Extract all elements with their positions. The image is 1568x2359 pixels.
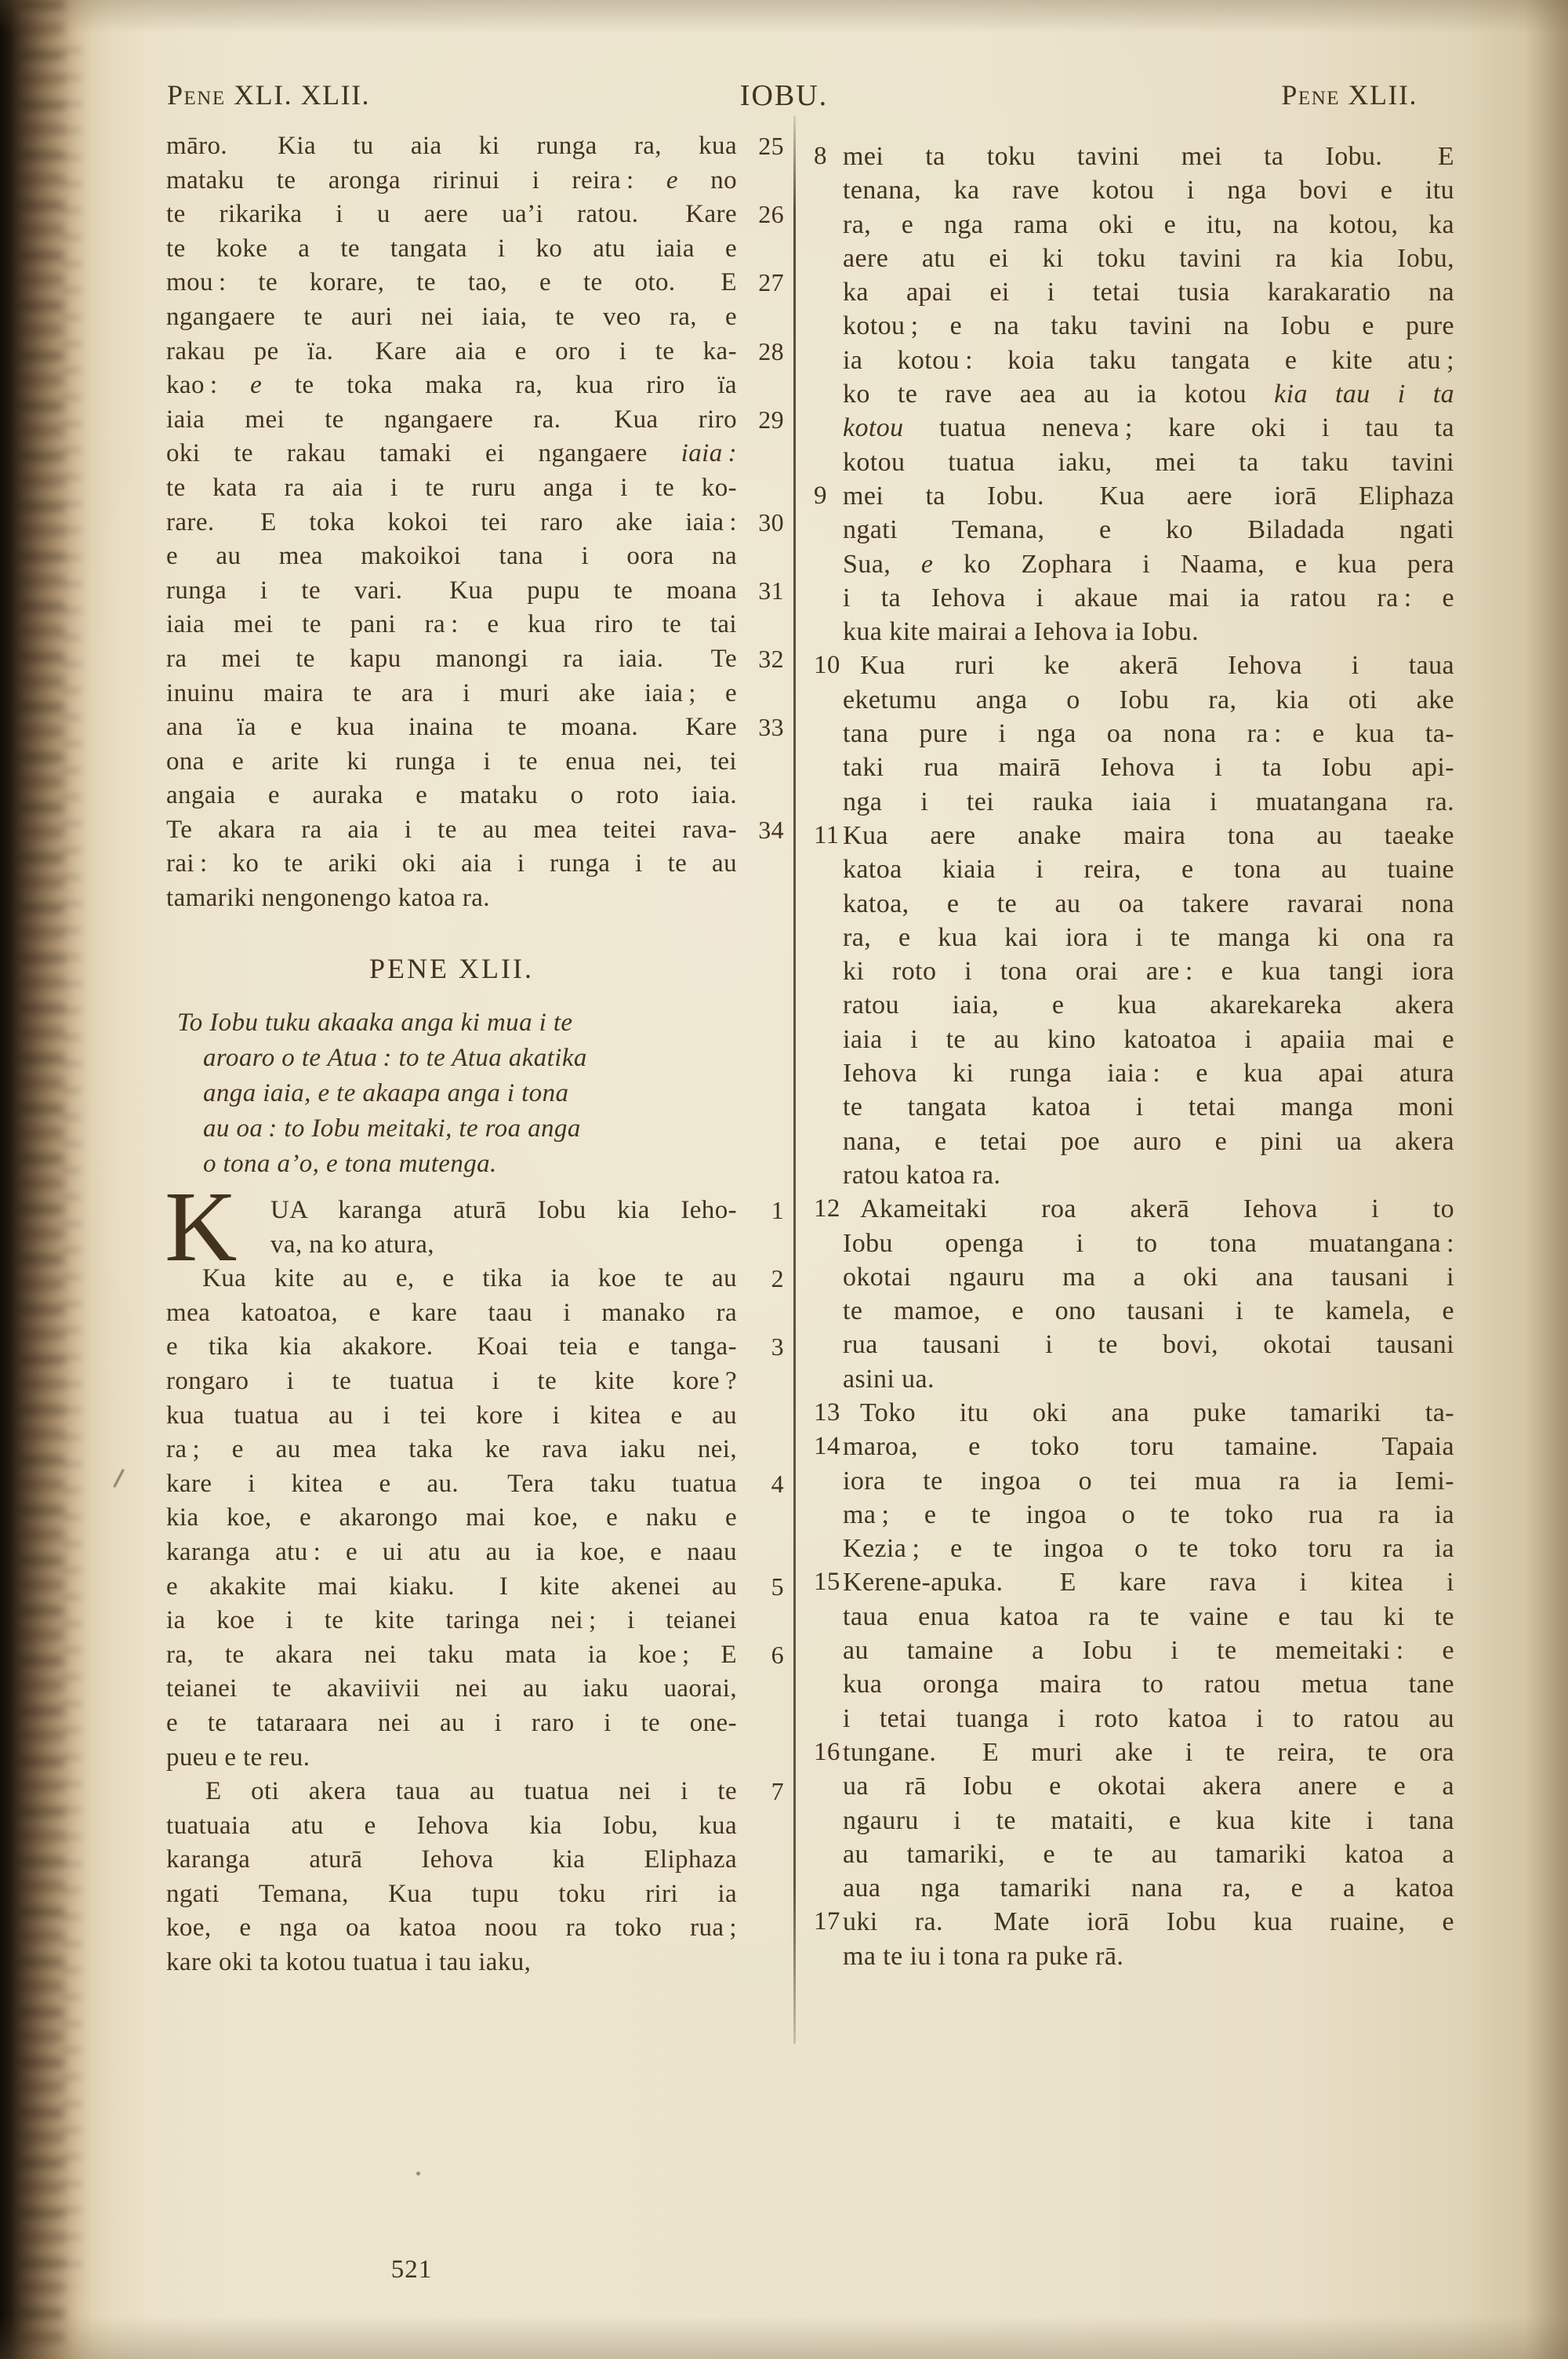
verse-text: tamariki nengonengo katoa ra.: [166, 884, 490, 913]
verse-line: [814, 1430, 1454, 1463]
verse-line: [166, 1330, 786, 1365]
verse-text: mataku te aronga ririnui i reira : e no: [166, 165, 737, 194]
verse-line: [814, 1023, 1454, 1056]
verse-line: [814, 1702, 1454, 1736]
verse-text: tuatuaia atu e Iehova kia Iobu, kua: [166, 1811, 737, 1840]
verse-line: [166, 779, 786, 813]
verse-number: 12: [814, 1194, 840, 1223]
verse-text: kua kite mairai a Iehova ia Iobu.: [843, 617, 1200, 647]
stray-ink-mark: [113, 1469, 125, 1488]
verse-number: 1: [771, 1196, 784, 1224]
verse-text: ma te iu i tona ra puke rā.: [843, 1941, 1124, 1971]
verse-number: 27: [758, 268, 784, 297]
verse-number: 16: [814, 1737, 840, 1766]
page-number: 521: [390, 2255, 433, 2284]
verse-line: [166, 1570, 786, 1605]
gutter-bleed-through: [19, 0, 64, 2359]
verse-number: 30: [758, 507, 784, 536]
verse-line: [814, 1158, 1454, 1192]
verse-line: [814, 1362, 1454, 1396]
verse-text: Sua, e ko Zophara i Naama, e kua pera: [843, 549, 1455, 579]
verse-text: okotai ngauru ma a oki ana tausani i: [843, 1262, 1454, 1292]
summary-line: To Iobu tuku akaaka anga ki mua i te: [177, 1009, 573, 1037]
verse-text: Iobu openga i to tona muatangana :: [843, 1228, 1454, 1258]
verse-number: 31: [758, 576, 784, 605]
summary-line: au oa : to Iobu meitaki, te roa anga: [203, 1114, 581, 1143]
verse-text: karanga aturā Iehova kia Eliphaza: [166, 1845, 737, 1874]
verse-text: ngangaere te auri nei iaia, te veo ra, e: [166, 302, 737, 331]
verse-line: [814, 513, 1454, 547]
verse-text: ngati Temana, Kua tupu toku riri ia: [166, 1879, 737, 1908]
verse-line: [166, 1365, 786, 1399]
verse-line: [166, 1946, 786, 1980]
verse-line: [166, 1672, 786, 1707]
verse-line: [166, 129, 786, 164]
verse-text: katoa, e te au oa takere ravarai nona: [843, 889, 1454, 918]
verse-line: [814, 547, 1454, 581]
verse-line: [166, 300, 786, 335]
verse-line: [166, 1809, 786, 1844]
verse-number: 2: [771, 1264, 784, 1293]
verse-line: [166, 847, 786, 881]
verse-text: Kezia ; e te ingoa o te toko toru ra ia: [843, 1534, 1454, 1564]
verse-number: 3: [771, 1332, 784, 1361]
verse-text: kare i kitea e au. Tera taku tuatua: [166, 1469, 737, 1498]
verse-text: teianei te akaviivii nei au iaku uaorai,: [166, 1674, 737, 1703]
verse-line: [814, 343, 1454, 377]
verse-number: 14: [814, 1432, 840, 1461]
verse-number: 25: [758, 132, 784, 160]
verse-text: e akakite mai kiaku. I kite akenei au: [166, 1572, 737, 1601]
verse-line: [166, 1911, 786, 1946]
verse-line: [166, 642, 786, 677]
verse-text: tungane. E muri ake i te reira, te ora: [843, 1737, 1454, 1767]
verse-text: ra, e nga rama oki e itu, na kotou, ka: [843, 209, 1454, 239]
verse-number: 32: [758, 644, 784, 673]
verse-text: va, na ko atura,: [270, 1230, 434, 1259]
verse-text: iaia i te au kino katoatoa i apaiia mai e: [843, 1024, 1454, 1054]
verse-text: E oti akera taua au tuatua nei i te: [205, 1777, 737, 1806]
verse-line: [166, 1296, 786, 1331]
verse-line: [166, 813, 786, 848]
summary-line: anga iaia, e te akaapa anga i tona: [203, 1079, 569, 1107]
verse-text: ia koe i te kite taringa nei ; i teianei: [166, 1606, 737, 1635]
verse-line: [814, 1905, 1454, 1939]
verse-text: ua rā Iobu e okotai akera anere e a: [843, 1772, 1454, 1801]
verse-line: [166, 677, 786, 711]
verse-line: [814, 479, 1454, 513]
verse-number: 7: [771, 1777, 784, 1806]
verse-line: [166, 1228, 786, 1263]
verse-line: [814, 954, 1454, 988]
verse-line: [814, 581, 1454, 615]
verse-text: kare oki ta kotou tuatua i tau iaku,: [166, 1948, 532, 1977]
verse-line: [166, 1194, 786, 1228]
verse-text: mei ta Iobu. Kua aere iorā Eliphaza: [843, 481, 1454, 511]
verse-line: [814, 1804, 1454, 1837]
verse-text: aere atu ei ki toku tavini ra kia Iobu,: [843, 243, 1454, 273]
running-header-right: Pene XLII.: [1281, 79, 1417, 111]
verse-line: [814, 1565, 1454, 1599]
verse-text: ra, te akara nei taku mata ia koe ; E: [166, 1640, 737, 1669]
verse-line: [814, 411, 1454, 445]
verse-text: ko te rave aea au ia kotou kia tau i ta: [843, 380, 1454, 409]
verse-line: [166, 608, 786, 642]
left-column-chapter41: [166, 129, 786, 916]
verse-text: au tamaine a Iobu i te memeitaki : e: [843, 1636, 1454, 1666]
verse-text: mei ta toku tavini mei ta Iobu. E: [843, 142, 1454, 171]
verse-number: 33: [758, 713, 784, 742]
verse-text: e au mea makoikoi tana i oora na: [166, 542, 737, 571]
verse-text: angaia e auraka e mataku o roto iaia.: [166, 781, 737, 810]
verse-text: e tika kia akakore. Koai teia e tanga-: [166, 1332, 737, 1361]
verse-text: te koke a te tangata i ko atu iaia e: [166, 234, 737, 263]
verse-text: eketumu anga o Iobu ra, kia oti ake: [843, 685, 1454, 714]
verse-text: ratou katoa ra.: [843, 1160, 1001, 1190]
verse-text: tana pure i nga oa nona ra : e kua ta-: [843, 719, 1454, 749]
verse-text: koe, e nga oa katoa noou ra toko rua ;: [166, 1914, 737, 1943]
verse-line: [166, 1741, 786, 1776]
verse-number: 17: [814, 1907, 840, 1936]
verse-line: [166, 1399, 786, 1434]
verse-text: e te tataraara nei au i raro i te one-: [166, 1708, 737, 1737]
verse-text: ngauru i te mataiti, e kua kite i tana: [843, 1805, 1454, 1835]
verse-text: iaia mei te ngangaere ra. Kua riro: [166, 405, 737, 434]
drop-cap-initial: K: [165, 1171, 238, 1282]
verse-text: te tangata katoa i tetai manga moni: [843, 1092, 1454, 1122]
verse-line: [166, 437, 786, 471]
verse-line: [166, 745, 786, 780]
verse-line: [166, 1262, 786, 1296]
verse-text: ana ïa e kua inaina te moana. Kare: [166, 713, 737, 742]
verse-line: [814, 649, 1454, 682]
verse-text: kua tuatua au i tei kore i kitea e au: [166, 1401, 737, 1430]
verse-text: maroa, e toko toru tamaine. Tapaia: [843, 1432, 1454, 1462]
verse-text: te mamoe, e ono tausani i te kamela, e: [843, 1296, 1454, 1326]
verse-text: māro. Kia tu aia ki runga ra, kua: [166, 132, 737, 160]
verse-text: runga i te vari. Kua pupu te moana: [166, 576, 737, 605]
verse-number: 11: [814, 820, 840, 849]
verse-text: mou : te korare, te tao, e te oto. E: [166, 268, 737, 297]
verse-line: [814, 445, 1454, 479]
verse-line: [814, 1090, 1454, 1124]
verse-line: [814, 785, 1454, 819]
verse-text: kia koe, e akarongo mai koe, e naku e: [166, 1503, 737, 1532]
verse-line: [166, 1877, 786, 1912]
verse-line: [166, 574, 786, 609]
paper-speck: [416, 2172, 420, 2175]
verse-number: 13: [814, 1398, 840, 1427]
verse-line: [814, 1056, 1454, 1090]
verse-text: rai : ko te ariki oki aia i runga i te au: [166, 849, 737, 878]
verse-line: [166, 232, 786, 267]
verse-text: katoa kiaia i reira, e tona au tuaine: [843, 855, 1454, 885]
verse-text: au tamariki, e te au tamariki katoa a: [843, 1839, 1454, 1869]
verse-line: [814, 852, 1454, 886]
verse-line: [814, 377, 1454, 411]
verse-line: [814, 1464, 1454, 1498]
verse-text: Kua kite au e, e tika ia koe te au: [202, 1264, 737, 1293]
verse-line: [814, 1125, 1454, 1158]
verse-number: 34: [758, 815, 784, 844]
verse-line: [814, 717, 1454, 751]
verse-number: 4: [771, 1469, 784, 1498]
verse-text: ki roto i tona orai are : e kua tangi iora: [843, 957, 1454, 987]
verse-line: [166, 164, 786, 198]
verse-text: i tetai tuanga i roto katoa i to ratou au: [843, 1703, 1454, 1733]
verse-line: [814, 275, 1454, 309]
verse-line: [814, 1260, 1454, 1294]
verse-line: [814, 1871, 1454, 1905]
verse-text: i ta Iehova i akaue mai ia ratou ra : e: [843, 583, 1454, 612]
verse-number: 28: [758, 336, 784, 365]
verse-text: tenana, ka rave kotou i nga bovi e itu: [843, 176, 1454, 205]
verse-line: [166, 1536, 786, 1570]
summary-line: aroaro o te Atua : to te Atua akatika: [203, 1044, 587, 1072]
verse-line: [814, 1939, 1454, 1973]
verse-text: Toko itu oki ana puke tamariki ta-: [860, 1398, 1454, 1427]
verse-line: [814, 1396, 1454, 1430]
verse-line: [166, 198, 786, 232]
verse-line: [814, 1837, 1454, 1871]
summary-line: o tona a’o, e tona mutenga.: [203, 1150, 497, 1178]
verse-text: rua tausani i te bovi, okotai tausani: [843, 1330, 1454, 1360]
verse-text: ra mei te kapu manongi ra iaia. Te: [166, 644, 737, 673]
verse-line: [166, 1707, 786, 1741]
verse-line: [166, 1604, 786, 1638]
verse-line: [166, 403, 786, 438]
verse-text: asini ua.: [843, 1364, 935, 1394]
verse-line: [166, 335, 786, 369]
verse-text: Kua aere anake maira tona au taeake: [843, 820, 1454, 850]
verse-line: [814, 1667, 1454, 1701]
verse-line: [166, 1775, 786, 1809]
verse-line: [814, 615, 1454, 649]
verse-text: taua enua katoa ra te vaine e tau ki te: [843, 1601, 1454, 1631]
verse-line: [166, 1843, 786, 1877]
verse-number: 10: [814, 651, 840, 680]
column-divider-rule: [793, 116, 796, 2044]
verse-number: 8: [814, 142, 827, 170]
verse-line: [166, 266, 786, 300]
verse-line: [814, 1498, 1454, 1532]
verse-line: [814, 1294, 1454, 1328]
verse-line: [166, 1433, 786, 1467]
verse-text: kotou tuatua neneva ; kare oki i tau ta: [843, 413, 1454, 443]
chapter-heading: PENE XLII.: [369, 953, 534, 984]
verse-line: [166, 1467, 786, 1502]
verse-text: ma ; e te ingoa o te toko rua ra ia: [843, 1499, 1454, 1529]
verse-line: [166, 471, 786, 506]
verse-text: inuinu maira te ara i muri ake iaia ; e: [166, 678, 737, 707]
verse-line: [166, 881, 786, 916]
verse-number: 6: [771, 1640, 784, 1669]
verse-text: te kata ra aia i te ruru anga i te ko-: [166, 473, 737, 502]
verse-number: 29: [758, 405, 784, 434]
verse-line: [166, 369, 786, 403]
verse-text: Akameitaki roa akerā Iehova i to: [860, 1194, 1454, 1224]
verse-line: [814, 1328, 1454, 1361]
verse-line: [814, 173, 1454, 207]
verse-text: taki rua mairā Iehova i ta Iobu api-: [843, 753, 1454, 783]
verse-text: te rikarika i u aere ua’i ratou. Kare: [166, 200, 737, 229]
verse-text: uki ra. Mate iorā Iobu kua ruaine, e: [843, 1907, 1454, 1937]
verse-text: ra, e kua kai iora i te manga ki ona ra: [843, 922, 1454, 952]
verse-line: [166, 540, 786, 574]
verse-line: [814, 988, 1454, 1022]
verse-text: rakau pe ïa. Kare aia e oro i te ka-: [166, 336, 737, 365]
verse-text: iora te ingoa o tei mua ra ia Iemi-: [843, 1466, 1454, 1496]
verse-line: [166, 506, 786, 540]
verse-text: Te akara ra aia i te au mea teitei rava-: [166, 815, 737, 844]
verse-line: [814, 140, 1454, 173]
verse-line: [814, 1227, 1454, 1260]
verse-text: nana, e tetai poe auro e pini ua akera: [843, 1126, 1454, 1156]
verse-line: [814, 921, 1454, 954]
verse-text: ngati Temana, e ko Biladada ngati: [843, 515, 1454, 545]
verse-line: [814, 751, 1454, 784]
gutter-bleed-through-faint: [61, 47, 82, 2288]
verse-text: ra ; e au mea taka ke rava iaku nei,: [166, 1435, 737, 1464]
verse-line: [814, 1192, 1454, 1226]
verse-line: [814, 887, 1454, 921]
verse-line: [814, 819, 1454, 852]
verse-number: 9: [814, 481, 827, 510]
verse-text: ka apai ei i tetai tusia karakaratio na: [843, 278, 1454, 307]
verse-text: kotou tuatua iaku, mei ta taku tavini: [843, 447, 1454, 477]
verse-line: [814, 242, 1454, 275]
verse-text: ia kotou : koia taku tangata e kite atu ;: [843, 345, 1454, 375]
verse-line: [166, 1501, 786, 1536]
verse-line: [166, 711, 786, 745]
verse-text: kua oronga maira to ratou metua tane: [843, 1670, 1454, 1699]
verse-text: rare. E toka kokoi tei raro ake iaia :: [166, 507, 737, 536]
verse-line: [814, 1600, 1454, 1634]
verse-text: iaia mei te pani ra : e kua riro te tai: [166, 610, 737, 639]
right-column-chapter42: [814, 140, 1454, 1973]
verse-line: [814, 1532, 1454, 1565]
verse-text: oki te rakau tamaki ei ngangaere iaia :: [166, 439, 737, 468]
verse-text: karanga atu : e ui atu au ia koe, e naau: [166, 1537, 737, 1566]
verse-number: 26: [758, 200, 784, 229]
verse-line: [814, 1769, 1454, 1803]
left-column-chapter42: [165, 1171, 786, 1980]
verse-line: [814, 683, 1454, 717]
verse-text: kotou ; e na taku tavini na Iobu e pure: [843, 311, 1454, 341]
running-header-left: Pene XLI. XLII.: [167, 79, 371, 111]
verse-text: rongaro i te tuatua i te kite kore ?: [166, 1366, 737, 1395]
verse-text: kao : e te toka maka ra, kua riro ïa: [166, 371, 737, 400]
verse-text: Iehova ki runga iaia : e kua apai atura: [843, 1059, 1454, 1089]
running-header-title: IOBU.: [739, 79, 829, 112]
verse-number: 15: [814, 1568, 840, 1597]
verse-text: UA karanga aturā Iobu kia Ieho-: [270, 1196, 737, 1224]
verse-number: 5: [771, 1572, 784, 1601]
verse-text: pueu e te reu.: [166, 1743, 310, 1772]
verse-text: aua nga tamariki nana ra, e a katoa: [843, 1874, 1454, 1903]
verse-line: [814, 208, 1454, 242]
verse-text: nga i tei rauka iaia i muatangana ra.: [843, 787, 1454, 816]
verse-text: mea katoatoa, e kare taau i manako ra: [166, 1298, 737, 1327]
verse-line: [814, 309, 1454, 343]
verse-text: ratou iaia, e kua akarekareka akera: [843, 990, 1454, 1020]
chapter-summary: [166, 1005, 737, 1182]
verse-text: Kua ruri ke akerā Iehova i taua: [860, 651, 1454, 681]
verse-text: ona e arite ki runga i te enua nei, tei: [166, 747, 737, 776]
verse-line: [814, 1736, 1454, 1769]
verse-text: Kerene-apuka. E kare rava i kitea i: [843, 1568, 1454, 1598]
verse-line: [166, 1638, 786, 1673]
verse-line: [814, 1634, 1454, 1667]
